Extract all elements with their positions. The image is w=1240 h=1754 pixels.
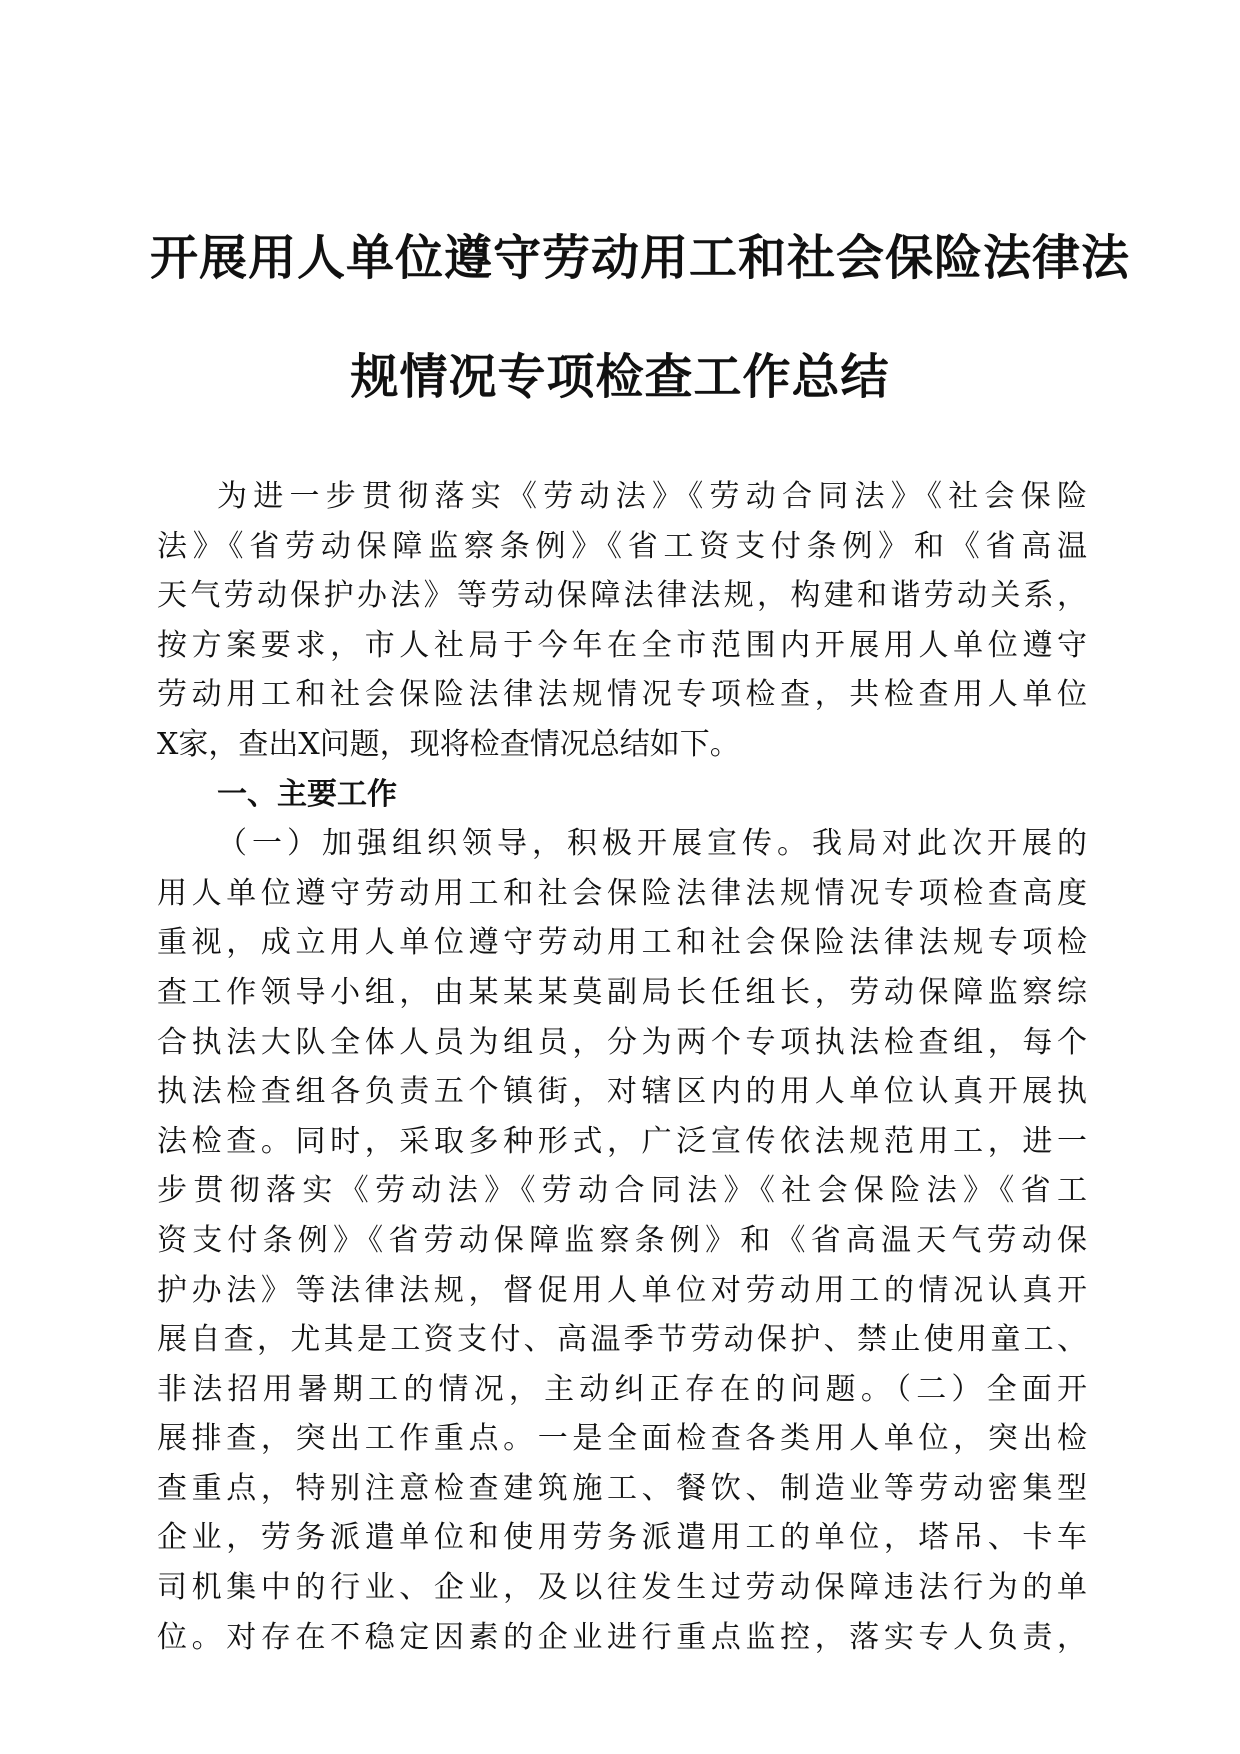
section-paragraph-line: 合执法大队全体人员为组员，分为两个专项执法检查组，每个 <box>157 1024 1087 1060</box>
section-paragraph-line: 非法招用暑期工的情况，主动纠正存在的问题。（二）全面开 <box>157 1371 1087 1407</box>
intro-paragraph-line: 天气劳动保护办法》等劳动保障法律法规，构建和谐劳动关系， <box>157 578 1087 614</box>
section-paragraph-line: 展自查，尤其是工资支付、高温季节劳动保护、禁止使用童工、 <box>157 1322 1087 1358</box>
section-paragraph-line: 用人单位遵守劳动用工和社会保险法律法规情况专项检查高度 <box>157 875 1087 911</box>
section-paragraph-line: 展排查，突出工作重点。一是全面检查各类用人单位，突出检 <box>157 1421 1087 1457</box>
section-paragraph-line: 司机集中的行业、企业，及以往发生过劳动保障违法行为的单 <box>157 1570 1087 1606</box>
intro-paragraph-line: 劳动用工和社会保险法律法规情况专项检查，共检查用人单位 <box>157 677 1087 713</box>
section-paragraph-line: 法检查。同时，采取多种形式，广泛宣传依法规范用工，进一 <box>157 1123 1087 1159</box>
document-body <box>157 472 1087 1662</box>
intro-paragraph-line: X家，查出X问题，现将检查情况总结如下。 <box>157 726 740 762</box>
section-heading: 一、主要工作 <box>217 776 397 812</box>
intro-paragraph-line: 按方案要求，市人社局于今年在全市范围内开展用人单位遵守 <box>157 627 1087 663</box>
section-paragraph-line: （一）加强组织领导，积极开展宣传。我局对此次开展的 <box>217 826 1087 862</box>
document-title-line-2: 规情况专项检查工作总结 <box>350 349 890 405</box>
section-paragraph-line: 护办法》等法律法规，督促用人单位对劳动用工的情况认真开 <box>157 1272 1087 1308</box>
section-paragraph-line: 资支付条例》《省劳动保障监察条例》和《省高温天气劳动保 <box>157 1222 1087 1258</box>
section-paragraph-line: 位。对存在不稳定因素的企业进行重点监控，落实专人负责， <box>157 1619 1087 1655</box>
section-paragraph-line: 查工作领导小组，由某某某莫副局长任组长，劳动保障监察综 <box>157 974 1087 1010</box>
document-title-line-1: 开展用人单位遵守劳动用工和社会保险法律法 <box>150 230 1131 286</box>
section-paragraph-line: 重视，成立用人单位遵守劳动用工和社会保险法律法规专项检 <box>157 925 1087 961</box>
section-paragraph-line: 查重点，特别注意检查建筑施工、餐饮、制造业等劳动密集型 <box>157 1470 1087 1506</box>
section-paragraph-line: 企业，劳务派遣单位和使用劳务派遣用工的单位，塔吊、卡车 <box>157 1520 1087 1556</box>
intro-paragraph-line: 为进一步贯彻落实《劳动法》《劳动合同法》《社会保险 <box>217 479 1087 514</box>
intro-paragraph-line: 法》《省劳动保障监察条例》《省工资支付条例》和《省高温 <box>157 528 1087 564</box>
section-paragraph-line: 执法检查组各负责五个镇街，对辖区内的用人单位认真开展执 <box>157 1074 1087 1110</box>
section-paragraph-line: 步贯彻落实《劳动法》《劳动合同法》《社会保险法》《省工 <box>157 1173 1087 1209</box>
